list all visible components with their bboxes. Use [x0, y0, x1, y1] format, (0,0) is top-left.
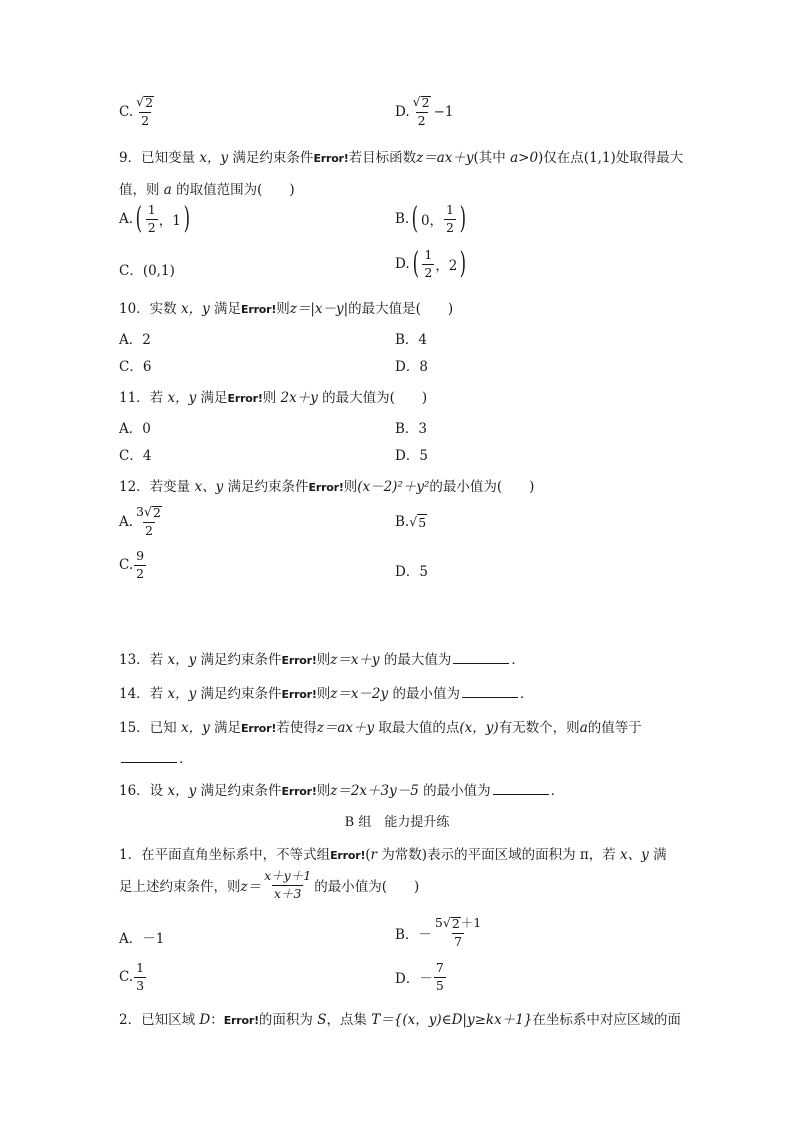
q14-stem: 14．若 x，y 满足约束条件Error!则z＝x－2y 的最小值为 ． — [119, 686, 534, 702]
q13-stem: 13．若 x，y 满足约束条件Error!则z＝x＋y 的最大值为 ． — [119, 652, 525, 668]
q10-option-c[interactable]: C．6 — [119, 359, 152, 375]
fraction: √ 2 2 — [412, 94, 430, 128]
q9-stem-line1: 9．已知变量 x，y 满足约束条件Error!若目标函数z＝ax＋y(其中 a>0)仅在点(1,1)处取得最大 — [119, 150, 684, 166]
q9-option-c[interactable]: C．(0,1) — [119, 263, 175, 279]
b2-stem: 2．已知区域 D：Error!的面积为 S，点集 T＝{(x，y)∈D|y≥kx＋1}在坐标系中对应区域的面 — [119, 1012, 681, 1028]
b1-option-c[interactable]: C. $\frac{1}{3}$ — [119, 960, 145, 993]
q12-stem: 12．若变量 x、y 满足约束条件Error!则(x－2)²＋y²的最小值为( ) — [119, 479, 535, 495]
answer-blank[interactable] — [493, 782, 549, 795]
q12-option-c[interactable]: C. $\frac{9}{2}$ — [119, 548, 145, 581]
q12-option-d[interactable]: D．5 — [395, 564, 428, 580]
q11-stem: 11．若 x，y 满足Error!则 2x＋y 的最大值为( ) — [119, 390, 428, 406]
q9-option-d[interactable]: D. ( $\frac{1}{2}$ ，2 ) — [395, 246, 467, 281]
answer-blank[interactable] — [453, 651, 509, 664]
q8-option-c[interactable]: C. √ 2 2 — [119, 96, 157, 127]
q11-option-c[interactable]: C．4 — [119, 448, 152, 464]
b1-stem-line1: 1．在平面直角坐标系中，不等式组Error!(r 为常数)表示的平面区域的面积为 π，若 x、y 满 — [119, 847, 667, 863]
q10-option-b[interactable]: B．4 — [395, 332, 428, 348]
q9-option-b[interactable]: B. ( 0， $\frac{1}{2}$ ) — [395, 201, 467, 236]
answer-blank[interactable] — [121, 750, 177, 763]
q9-option-a[interactable]: A. ( $\frac{1}{2}$ ，1 ) — [119, 201, 190, 236]
q11-option-b[interactable]: B．3 — [395, 421, 428, 437]
section-title: B 组 能力提升练 — [344, 815, 450, 830]
q11-option-a[interactable]: A．0 — [119, 421, 151, 437]
q12-option-b[interactable]: B. √ 5 — [395, 514, 427, 530]
b1-option-d[interactable]: D．－ $\frac{7}{5}$ — [395, 960, 444, 993]
q8-option-d[interactable]: D. √ 2 2 −1 — [395, 94, 454, 128]
q10-stem: 10．实数 x，y 满足Error!则z＝|x－y|的最大值是( ) — [119, 301, 454, 317]
q11-option-d[interactable]: D．5 — [395, 448, 428, 464]
b1-option-a[interactable]: A．－1 — [119, 931, 165, 947]
b1-stem-line2: 足上述约束条件，则 z＝ $\frac{x+y+1}{x+3}$ 的最小值为( ) — [119, 868, 420, 901]
answer-blank[interactable] — [462, 685, 518, 698]
b1-option-b[interactable]: B．－ 5 √ 2 ＋1 7 — [395, 915, 482, 949]
q15-stem-line2: ． — [119, 747, 193, 767]
fraction: √ 2 2 — [136, 94, 154, 128]
q9-stem-line2: 值，则 a 的取值范围为( ) — [119, 182, 295, 198]
q10-option-d[interactable]: D．8 — [395, 359, 428, 375]
q12-option-a[interactable]: A. 3 √ 2 2 — [119, 504, 161, 538]
q10-option-a[interactable]: A．2 — [119, 332, 151, 348]
q15-stem: 15．已知 x，y 满足Error!若使得z＝ax＋y 取最大值的点(x，y)有无数个，则a的值等于 — [119, 720, 642, 736]
q16-stem: 16．设 x，y 满足约束条件Error!则z＝2x＋3y－5 的最小值为 ． — [119, 783, 565, 799]
